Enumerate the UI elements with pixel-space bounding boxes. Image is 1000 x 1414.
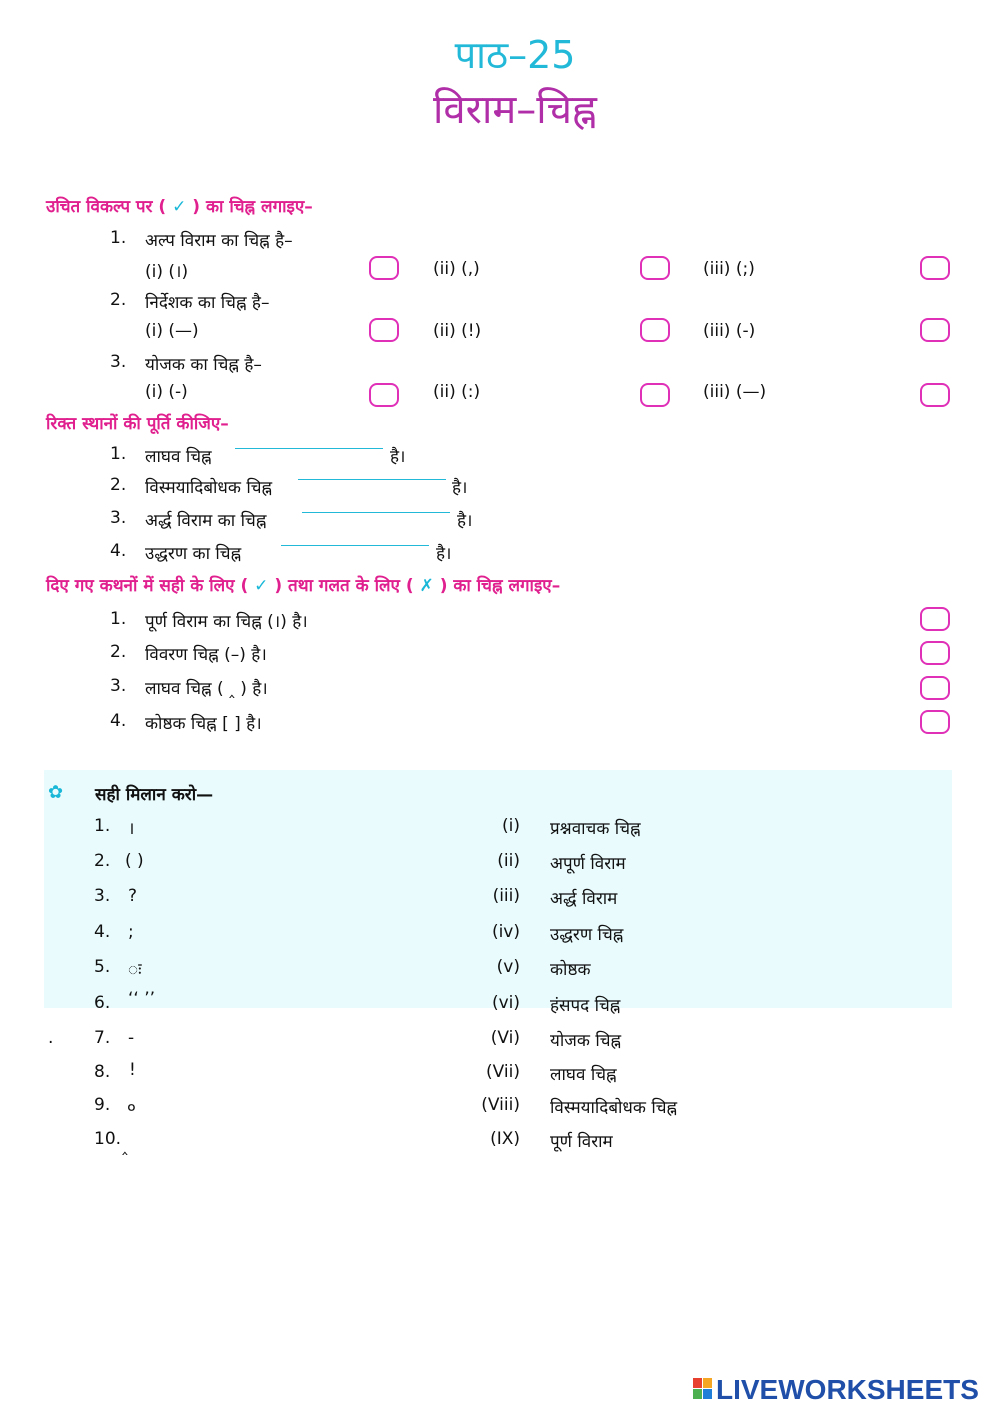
fill-1-number: 1. [110,444,127,464]
tf-2-text: विवरण चिह्न (–) है। [145,645,267,665]
tf-4-number: 4. [110,711,127,731]
match-5-left: ः [128,960,142,980]
section1-heading [46,194,313,217]
match-8-number: 8. [94,1062,111,1082]
tf-1-number: 1. [110,609,127,629]
fill-2-number: 2. [110,475,127,495]
tf-3-text: लाघव चिह्न ( ‸ ) है। [145,679,268,699]
q2-option-1: (i) (—) [145,321,199,341]
tf-4-text: कोष्ठक चिह्न [ ] है। [145,714,262,734]
q1-checkbox-1[interactable] [369,256,399,280]
fill-3-blank[interactable] [302,512,450,513]
match-7-roman: (Vi) [490,1028,520,1048]
match-4-left: ; [128,922,134,942]
q1-checkbox-3[interactable] [920,256,950,280]
section3-heading-c: ) का चिह्न लगाइए– [439,576,561,596]
stray-dot: . [48,1028,54,1048]
section3-heading-b: ) तथा गलत के लिए ( [274,576,414,596]
match-10-left: ‸ [122,1136,128,1156]
fill-2-text: विस्मयादिबोधक चिह्न [145,478,273,498]
q1-option-3: (iii) (;) [703,259,755,279]
tick-icon: ✓ [254,576,269,596]
match-4-right: उद्धरण चिह्न [550,925,624,945]
q3-option-1: (i) (-) [145,382,188,402]
match-8-left: ! [129,1060,136,1080]
q3-text: योजक का चिह्न है– [145,355,262,375]
section2-heading: रिक्त स्थानों की पूर्ति कीजिए– [46,414,229,434]
fill-2-end: है। [452,478,468,498]
q3-option-3: (iii) (—) [703,382,767,402]
match-5-number: 5. [94,957,111,977]
tf-4-checkbox[interactable] [920,710,950,734]
match-9-right: विस्मयादिबोधक चिह्न [550,1098,678,1118]
q1-text: अल्प विराम का चिह्न है– [145,231,293,251]
q2-text: निर्देशक का चिह्न है– [145,293,270,313]
match-7-left: - [128,1028,135,1048]
liveworksheets-logo-text[interactable]: LIVEWORKSHEETS [716,1374,979,1405]
match-1-roman: (i) [502,816,520,836]
match-1-left: । [128,819,135,839]
q2-checkbox-3[interactable] [920,318,950,342]
liveworksheets-logo-icon [693,1378,713,1400]
fill-4-end: है। [436,544,452,564]
match-6-number: 6. [94,993,111,1013]
match-9-left: ० [127,1098,136,1118]
match-6-left: ‘‘ ’’ [128,989,156,1009]
tf-3-checkbox[interactable] [920,676,950,700]
match-8-roman: (Vii) [486,1062,520,1082]
match-2-number: 2. [94,851,111,871]
q3-checkbox-3[interactable] [920,383,950,407]
q2-checkbox-2[interactable] [640,318,670,342]
tf-1-text: पूर्ण विराम का चिह्न (।) है। [145,612,308,632]
match-7-number: 7. [94,1028,111,1048]
tf-2-number: 2. [110,642,127,662]
q3-checkbox-1[interactable] [369,383,399,407]
tf-3-number: 3. [110,676,127,696]
match-5-roman: (v) [496,957,520,977]
match-3-right: अर्द्ध विराम [550,889,618,909]
match-6-roman: (vi) [491,993,520,1013]
fill-4-text: उद्धरण का चिह्न [145,544,242,564]
lesson-number: पाठ–25 [454,33,576,77]
fill-1-blank[interactable] [235,448,383,449]
q2-option-2: (ii) (!) [433,321,482,341]
match-3-roman: (iii) [492,886,520,906]
section1-heading-pre: उचित विकल्प पर ( [46,197,167,217]
tf-1-checkbox[interactable] [920,607,950,631]
match-8-right: लाघव चिह्न [550,1065,617,1085]
q1-option-1: (i) (।) [145,262,189,282]
q2-checkbox-1[interactable] [369,318,399,342]
match-3-number: 3. [94,886,111,906]
fill-4-number: 4. [110,541,127,561]
fill-4-blank[interactable] [281,545,429,546]
match-4-number: 4. [94,922,111,942]
q3-option-2: (ii) (:) [433,382,481,402]
q3-number: 3. [110,352,127,372]
q3-checkbox-2[interactable] [640,383,670,407]
match-3-left: ? [128,886,138,906]
section1-heading-post: ) का चिह्न लगाइए– [192,197,313,217]
match-9-number: 9. [94,1095,111,1115]
tick-icon: ✓ [172,197,187,217]
q2-option-3: (iii) (-) [703,321,756,341]
section3-heading [46,573,560,596]
q2-number: 2. [110,290,127,310]
match-9-roman: (Viii) [481,1095,520,1115]
fill-3-number: 3. [110,508,127,528]
match-1-right: प्रश्नवाचक चिह्न [550,819,641,839]
q1-number: 1. [110,228,127,248]
fill-3-end: है। [457,511,473,531]
match-4-roman: (iv) [491,922,520,942]
fill-3-text: अर्द्ध विराम का चिह्न [145,511,267,531]
match-2-roman: (ii) [497,851,520,871]
match-1-number: 1. [94,816,111,836]
match-5-right: कोष्ठक [550,960,591,980]
section4-heading: सही मिलान करो— [95,785,214,805]
flower-icon: ✿ [48,782,64,803]
fill-1-end: है। [390,447,406,467]
fill-1-text: लाघव चिह्न [145,447,212,467]
section3-heading-a: दिए गए कथनों में सही के लिए ( [46,576,249,596]
q1-option-2: (ii) (,) [433,259,480,279]
q1-checkbox-2[interactable] [640,256,670,280]
cross-icon: ✗ [419,576,434,596]
match-10-right: पूर्ण विराम [550,1132,613,1152]
match-2-left: ( ) [125,851,144,871]
match-7-right: योजक चिह्न [550,1031,622,1051]
match-10-roman: (IX) [490,1129,520,1149]
match-6-right: हंसपद चिह्न [550,996,621,1016]
tf-2-checkbox[interactable] [920,641,950,665]
fill-2-blank[interactable] [298,479,446,480]
match-2-right: अपूर्ण विराम [550,854,626,874]
page-title: विराम–चिह्न [433,87,597,133]
match-10-number: 10. [94,1129,122,1149]
